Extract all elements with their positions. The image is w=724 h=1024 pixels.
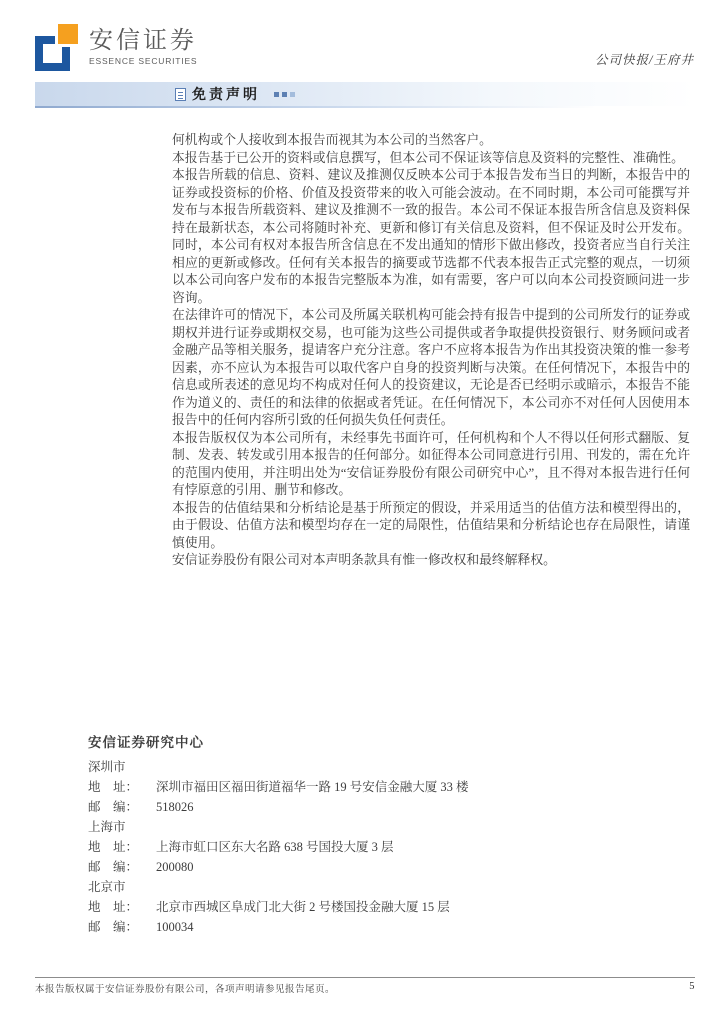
decorative-squares-icon (274, 92, 298, 97)
zip-label: 邮 编： (88, 920, 139, 934)
zip-label: 邮 编： (88, 860, 139, 874)
document-icon (175, 88, 186, 101)
brand-logo (35, 24, 197, 72)
office-city: 北京市 (88, 880, 126, 894)
zip-label: 邮 编： (88, 800, 139, 814)
disclaimer-paragraph: 本报告的估值结果和分析结论是基于所预定的假设，并采用适当的估值方法和模型得出的，由于假设、估值方法和模型均存在一定的局限性，估值结果和分析结论也存在局限性，请谨慎使用。 (172, 500, 690, 550)
disclaimer-body (172, 132, 690, 570)
address-value: 北京市西城区阜成门北大街 2 号楼国投金融大厦 15 层 (156, 900, 450, 914)
page-number: 5 (689, 981, 695, 992)
brand-text (89, 24, 197, 66)
office-address-row (88, 777, 648, 797)
disclaimer-paragraph: 在法律许可的情况下，本公司及所属关联机构可能会持有报告中提到的公司所发行的证券或期权并进行证券或期权交易，也可能为这些公司提供或者争取提供投资银行、财务顾问或者金融产品等相关服务，提请客户充分注意。客户不应将本报告为作出其投资决策的惟一参考因素，亦不应认为本报告可以取代客户自身的投资判断与决策。在任何情况下，本报告中的信息或所表述的意见均不构成对任何人的投资建议，无论是否已经明示或暗示，本报告不能作为道义的、责任的和法律的依据或者凭证。在任何情况下，本公司亦不对任何人因使用本报告中的任何内容所引致的任何损失负任何责任。 (172, 308, 690, 427)
page-footer (35, 977, 695, 995)
copyright-notice: 本报告版权属于安信证券股份有限公司，各项声明请参见报告尾页。 (35, 985, 336, 995)
brand-name-en: ESSENCE SECURITIES (89, 56, 198, 66)
square-light-icon (290, 92, 295, 97)
disclaimer-paragraph: 安信证券股份有限公司对本声明条款具有惟一修改权和最终解释权。 (172, 553, 556, 567)
office-zip-row (88, 917, 648, 937)
disclaimer-paragraph: 何机构或个人接收到本报告而视其为本公司的当然客户。 (172, 133, 492, 147)
address-label: 地 址： (88, 840, 139, 854)
research-center-block (88, 733, 648, 937)
logo-orange-square (58, 24, 78, 44)
address-value: 上海市虹口区东大名路 638 号国投大厦 3 层 (156, 840, 394, 854)
office-shanghai (88, 817, 648, 877)
zip-value: 100034 (156, 920, 194, 934)
section-header-bar (35, 82, 695, 106)
office-zip-row (88, 797, 648, 817)
zip-value: 200080 (156, 860, 194, 874)
square-dark-icon (282, 92, 287, 97)
office-city: 上海市 (88, 820, 126, 834)
office-address-row (88, 837, 648, 857)
research-center-title: 安信证券研究中心 (88, 735, 204, 750)
address-label: 地 址： (88, 780, 139, 794)
section-title: 免责声明 (192, 88, 260, 103)
office-shenzhen (88, 757, 648, 817)
zip-value: 518026 (156, 800, 194, 814)
essence-securities-logo-icon (35, 24, 79, 72)
office-city: 深圳市 (88, 760, 126, 774)
disclaimer-paragraph: 本报告所载的信息、资料、建议及推测仅反映本公司于本报告发布当日的判断，本报告中的证券或投资标的价格、价值及投资带来的收入可能会波动。在不同时期，本公司可能撰写并发布与本报告所载资料、建议及推测不一致的报告。本公司不保证本报告所含信息及资料保持在最新状态，本公司将随时补充、更新和修订有关信息及资料，但不保证及时公开发布。同时，本公司有权对本报告所含信息在不发出通知的情形下做出修改，投资者应当自行关注相应的更新或修改。任何有关本报告的摘要或节选都不代表本报告正式完整的观点，一切须以本公司向客户发布的本报告完整版本为准，如有需要，客户可以向本公司投资顾问进一步咨询。 (172, 168, 690, 305)
office-address-row (88, 897, 648, 917)
square-dark-icon (274, 92, 279, 97)
brand-name-cn: 安信证券 (89, 27, 197, 54)
address-value: 深圳市福田区福田街道福华一路 19 号安信金融大厦 33 楼 (156, 780, 469, 794)
report-type-label: 公司快报/王府井 (595, 53, 694, 67)
address-label: 地 址： (88, 900, 139, 914)
office-beijing (88, 877, 648, 937)
disclaimer-paragraph: 本报告版权仅为本公司所有，未经事先书面许可，任何机构和个人不得以任何形式翻版、复制、发表、转发或引用本报告的任何部分。如征得本公司同意进行引用、刊发的，需在允许的范围内使用，并注明出处为“安信证券股份有限公司研究中心”，且不得对本报告进行任何有悖原意的引用、删节和修改。 (172, 430, 690, 497)
disclaimer-paragraph: 本报告基于已公开的资料或信息撰写，但本公司不保证该等信息及资料的完整性、准确性。 (172, 150, 684, 165)
page-header (0, 0, 724, 72)
office-zip-row (88, 857, 648, 877)
